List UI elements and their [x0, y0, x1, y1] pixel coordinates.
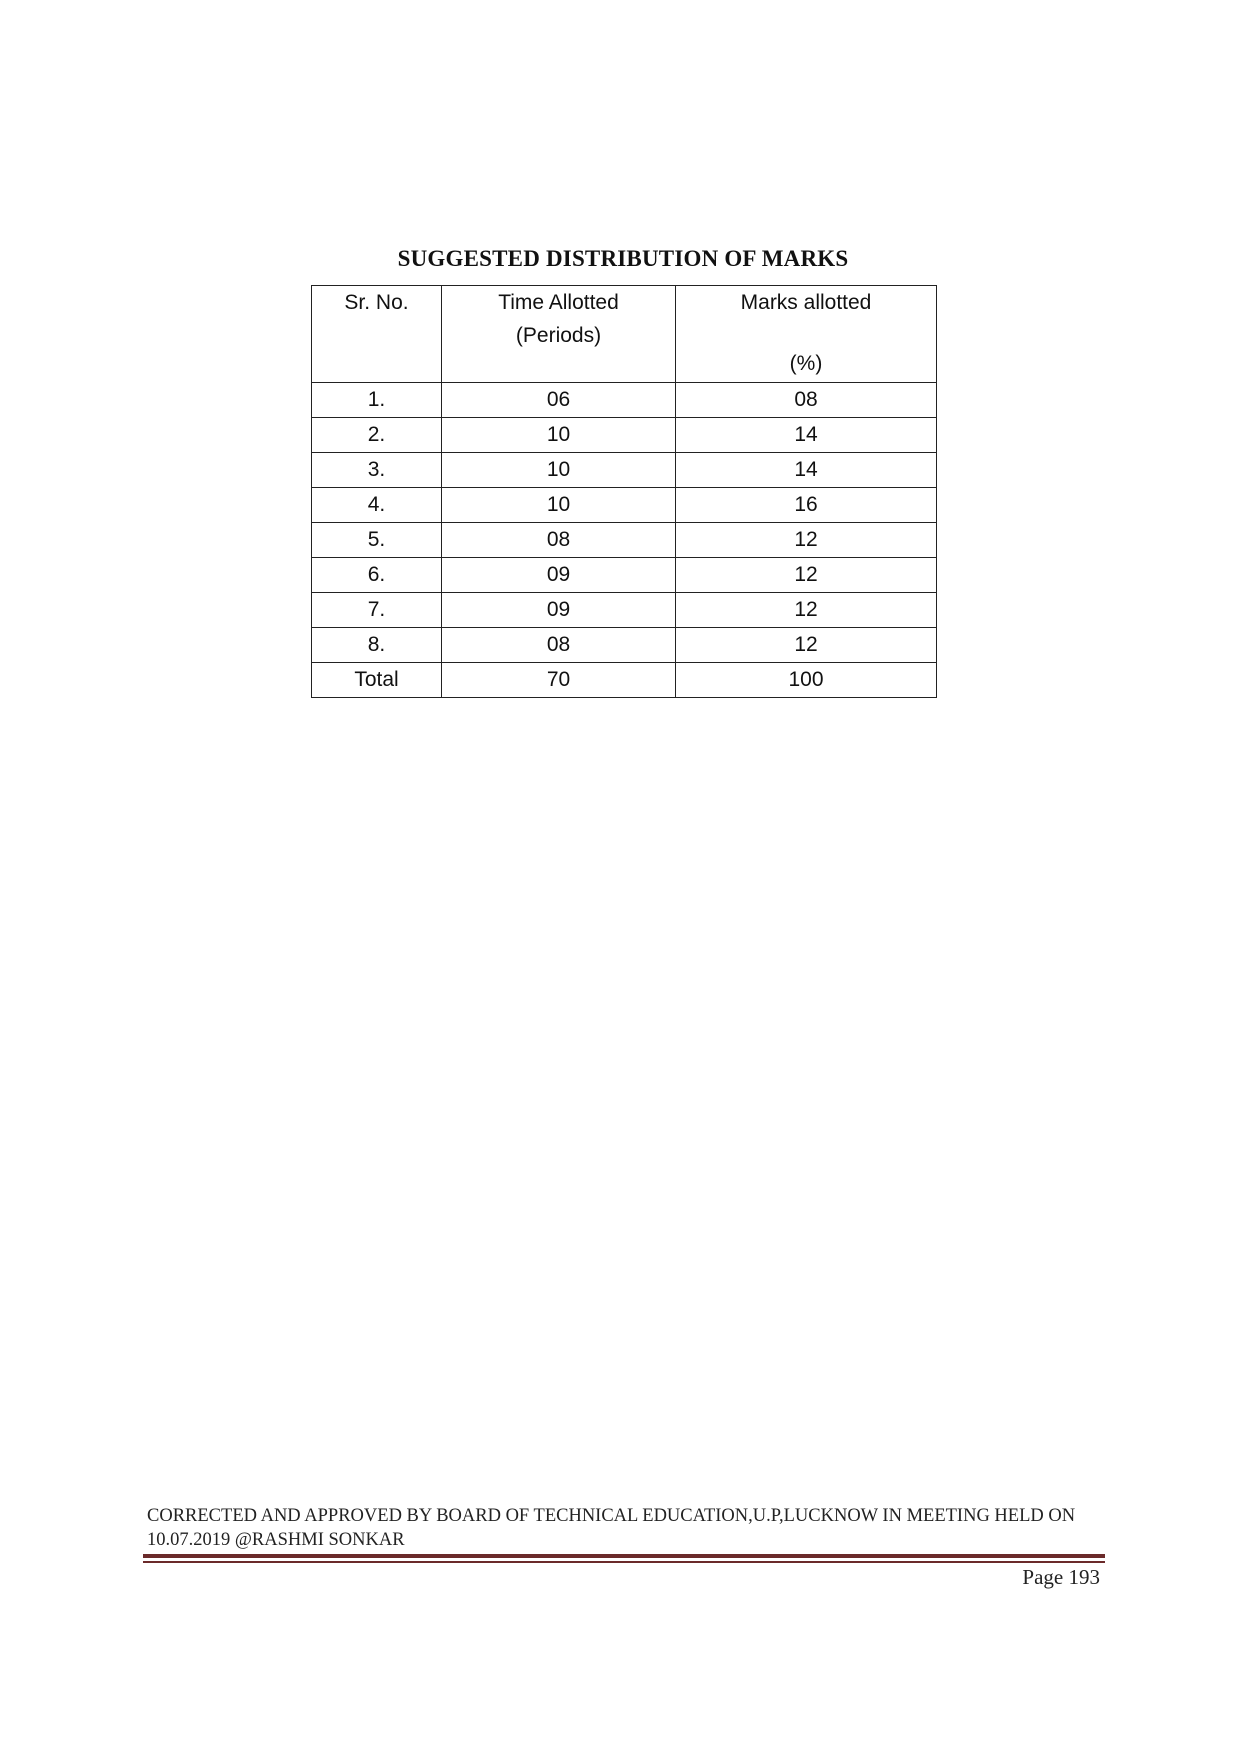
header-sr-no-label: Sr. No.	[344, 291, 409, 314]
page-number: Page 193	[1022, 1565, 1100, 1589]
footer-divider	[143, 1554, 1105, 1558]
marks-distribution-table	[311, 285, 937, 698]
header-time-allotted-label: Time Allotted	[498, 291, 619, 314]
cell-marks: 12	[676, 593, 937, 628]
header-time-allotted-unit: (Periods)	[515, 324, 602, 347]
cell-marks: 16	[676, 488, 937, 523]
header-spacer	[676, 319, 936, 347]
cell-time: 10	[442, 488, 676, 523]
cell-sr-no: 3.	[312, 453, 442, 488]
cell-marks: 12	[676, 523, 937, 558]
table-header-row	[312, 286, 937, 383]
cell-sr-no: 2.	[312, 418, 442, 453]
cell-sr-no: 6.	[312, 558, 442, 593]
footer-divider-thin	[143, 1561, 1105, 1563]
cell-total-label: Total	[312, 663, 442, 698]
table-row	[312, 453, 937, 488]
cell-time: 09	[442, 558, 676, 593]
header-marks-allotted	[676, 286, 937, 383]
cell-sr-no: 7.	[312, 593, 442, 628]
footer-line-2: 10.07.2019 @RASHMI SONKAR	[147, 1530, 405, 1550]
cell-marks: 12	[676, 628, 937, 663]
cell-total-time: 70	[442, 663, 676, 698]
header-time-allotted	[442, 286, 676, 383]
cell-sr-no: 1.	[312, 383, 442, 418]
header-marks-allotted-unit: (%)	[789, 352, 823, 375]
cell-marks: 12	[676, 558, 937, 593]
cell-total-marks: 100	[676, 663, 937, 698]
table-row	[312, 488, 937, 523]
footer-line-1: CORRECTED AND APPROVED BY BOARD OF TECHNICAL EDUCATION,U.P,LUCKNOW IN MEETING HELD ON	[147, 1506, 1076, 1526]
table-row	[312, 523, 937, 558]
table-row	[312, 593, 937, 628]
cell-time: 08	[442, 523, 676, 558]
header-sr-no	[312, 286, 442, 383]
cell-time: 08	[442, 628, 676, 663]
cell-time: 09	[442, 593, 676, 628]
table-row	[312, 628, 937, 663]
document-title: SUGGESTED DISTRIBUTION OF MARKS	[397, 246, 849, 271]
cell-sr-no: 8.	[312, 628, 442, 663]
cell-marks: 14	[676, 453, 937, 488]
cell-sr-no: 4.	[312, 488, 442, 523]
cell-marks: 14	[676, 418, 937, 453]
table-row	[312, 383, 937, 418]
table-total-row	[312, 663, 937, 698]
table-row	[312, 418, 937, 453]
cell-time: 10	[442, 453, 676, 488]
cell-marks: 08	[676, 383, 937, 418]
cell-sr-no: 5.	[312, 523, 442, 558]
footer-approval-note	[147, 1504, 1107, 1552]
header-marks-allotted-label: Marks allotted	[740, 291, 872, 314]
table-row	[312, 558, 937, 593]
cell-time: 06	[442, 383, 676, 418]
cell-time: 10	[442, 418, 676, 453]
